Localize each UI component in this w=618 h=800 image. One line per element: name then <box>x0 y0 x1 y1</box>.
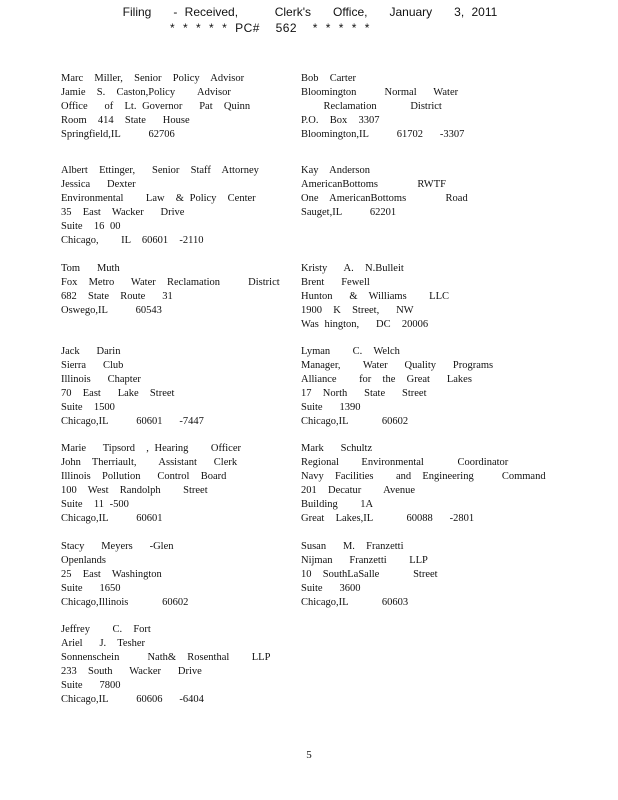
address-line: Kay Anderson <box>301 165 370 176</box>
address-line: Springfield,IL 62706 <box>61 129 175 140</box>
address-line: Albert Ettinger, Senior Staff Attorney <box>61 165 259 176</box>
address-line: Chicago,IL 60601 <box>61 513 163 524</box>
address-line: Navy Facilities and Engineering Command <box>301 471 546 482</box>
address-line: 682 State Route 31 <box>61 291 173 302</box>
address-line: 25 East Washington <box>61 569 162 580</box>
address-line: Stacy Meyers -Glen <box>61 541 174 552</box>
address-line: Great Lakes,IL 60088 -2801 <box>301 513 475 524</box>
address-block <box>301 164 468 220</box>
address-line: Office of Lt. Governor Pat Quinn <box>61 101 251 112</box>
address-line: Bob Carter <box>301 73 356 84</box>
address-line: Jamie S. Caston,Policy Advisor <box>61 87 231 98</box>
address-line: Brent Fewell <box>301 277 370 288</box>
address-line: Suite 11 -500 <box>61 499 129 510</box>
address-line: AmericanBottoms RWTF <box>301 179 446 190</box>
address-block <box>61 72 250 142</box>
address-block <box>301 345 493 429</box>
address-line: 100 West Randolph Street <box>61 485 208 496</box>
address-line: Lyman C. Welch <box>301 346 400 357</box>
address-line: Suite 3600 <box>301 583 361 594</box>
address-line: Fox Metro Water Reclamation District <box>61 277 280 288</box>
address-line: Suite 16 00 <box>61 221 121 232</box>
address-line: Building 1A <box>301 499 374 510</box>
address-line: Alliance for the Great Lakes <box>301 374 472 385</box>
address-line: 70 East Lake Street <box>61 388 175 399</box>
address-line: Ariel J. Tesher <box>61 638 146 649</box>
address-block <box>61 345 204 429</box>
address-line: Chicago,IL 60603 <box>301 597 409 608</box>
address-line: Chicago,IL 60606 -6404 <box>61 694 204 705</box>
address-block <box>301 262 449 332</box>
address-line: 17 North State Street <box>301 388 427 399</box>
address-line: Regional Environmental Coordinator <box>301 457 509 468</box>
address-line: Chicago,IL 60602 <box>301 416 409 427</box>
address-line: Chicago,IL 60601 -7447 <box>61 416 204 427</box>
address-line: 10 SouthLaSalle Street <box>301 569 438 580</box>
address-line: Mark Schultz <box>301 443 373 454</box>
address-line: Jeffrey C. Fort <box>61 624 151 635</box>
address-line: Illinois Pollution Control Board <box>61 471 227 482</box>
address-block <box>61 262 280 318</box>
address-line: Hunton & Williams LLC <box>301 291 450 302</box>
address-line: Environmental Law & Policy Center <box>61 193 256 204</box>
address-line: Susan M. Franzetti <box>301 541 404 552</box>
address-line: Suite 1650 <box>61 583 121 594</box>
address-line: 201 Decatur Avenue <box>301 485 416 496</box>
address-line: 233 South Wacker Drive <box>61 666 202 677</box>
address-line: Was hington, DC 20006 <box>301 319 429 330</box>
address-block <box>61 164 259 248</box>
address-line: Oswego,IL 60543 <box>61 305 162 316</box>
address-block <box>61 442 241 526</box>
address-block <box>301 72 464 142</box>
address-line: Suite 1390 <box>301 402 361 413</box>
address-line: Openlands <box>61 555 106 566</box>
address-line: Suite 1500 <box>61 402 115 413</box>
filing-stamp-line: Filing - Received, Clerk's Office, January 3, 2011 <box>122 5 498 19</box>
address-line: Kristy A. N.Bulleit <box>301 263 404 274</box>
address-line: P.O. Box 3307 <box>301 115 380 126</box>
address-block <box>61 540 188 610</box>
page-number: 5 <box>306 749 312 761</box>
address-block <box>301 442 546 526</box>
address-line: Jack Darin <box>61 346 121 357</box>
address-line: One AmericanBottoms Road <box>301 193 468 204</box>
address-line: Tom Muth <box>61 263 120 274</box>
address-line: Sonnenschein Nath& Rosenthal LLP <box>61 652 271 663</box>
address-line: 1900 K Street, NW <box>301 305 414 316</box>
address-block <box>301 540 438 610</box>
address-line: Chicago,Illinois 60602 <box>61 597 189 608</box>
address-line: John Therriault, Assistant Clerk <box>61 457 238 468</box>
address-line: Marie Tipsord , Hearing Officer <box>61 443 241 454</box>
address-line: Reclamation District <box>301 101 442 112</box>
address-line: Manager, Water Quality Programs <box>301 360 494 371</box>
address-line: Suite 7800 <box>61 680 121 691</box>
address-line: Chicago, IL 60601 -2110 <box>61 235 204 246</box>
pc-number-line: * * * * * PC# 562 * * * * * <box>170 21 370 35</box>
address-line: 35 East Wacker Drive <box>61 207 185 218</box>
address-block <box>61 623 270 707</box>
address-line: Room 414 State House <box>61 115 190 126</box>
address-line: Bloomington Normal Water <box>301 87 459 98</box>
address-line: Jessica Dexter <box>61 179 136 190</box>
address-line: Sierra Club <box>61 360 124 371</box>
address-line: Marc Miller, Senior Policy Advisor <box>61 73 245 84</box>
address-line: Sauget,IL 62201 <box>301 207 397 218</box>
address-line: Nijman Franzetti LLP <box>301 555 428 566</box>
address-line: Illinois Chapter <box>61 374 141 385</box>
address-line: Bloomington,IL 61702 -3307 <box>301 129 465 140</box>
